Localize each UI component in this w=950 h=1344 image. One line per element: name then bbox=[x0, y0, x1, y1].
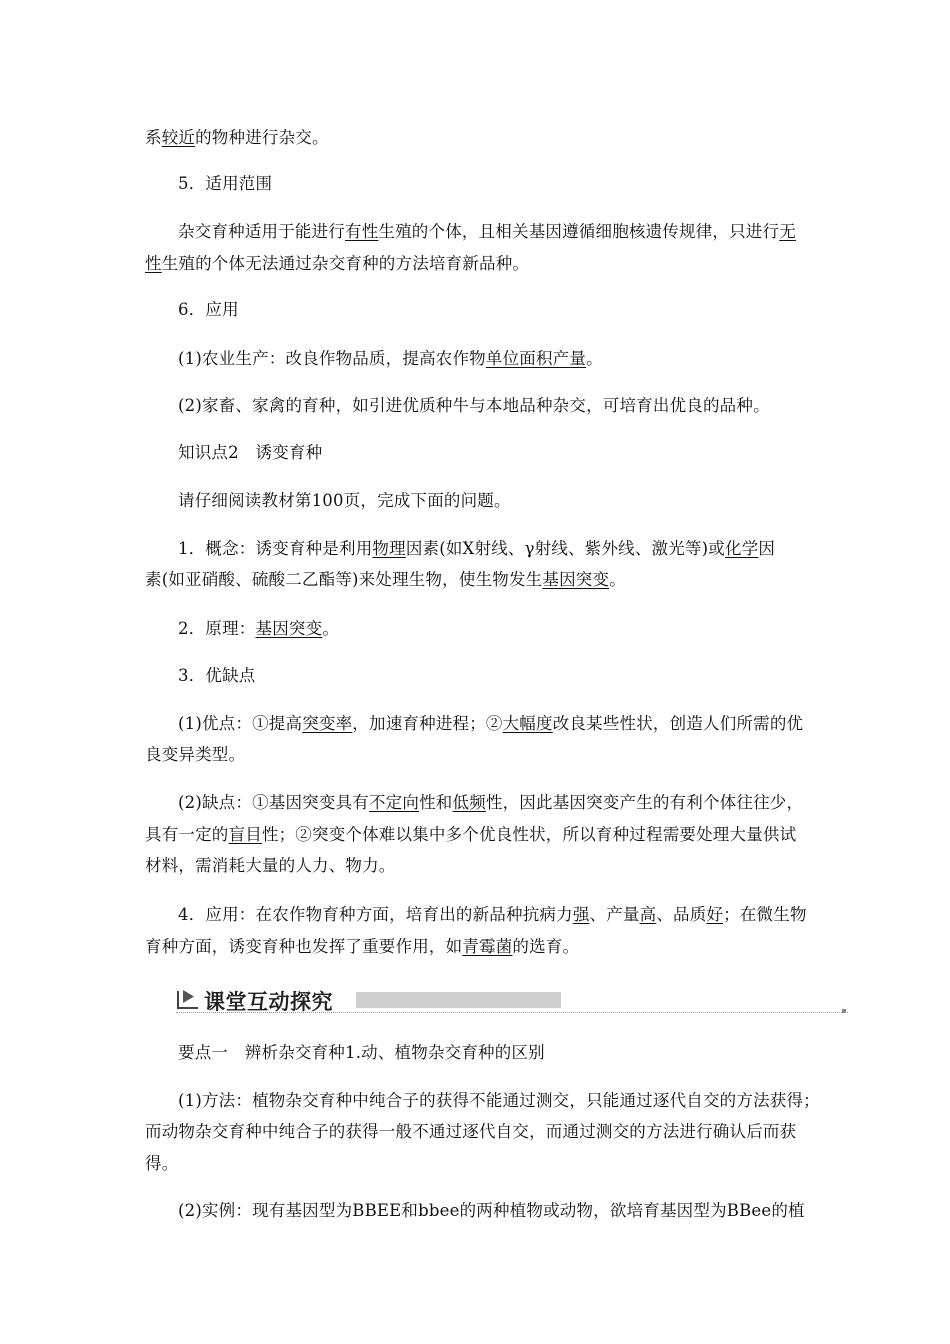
answer-blank: 高 bbox=[639, 905, 657, 924]
text-line: 育种方面，诱变育种也发挥了重要作用，如青霉菌的选育。 bbox=[145, 937, 580, 956]
text-line: 性生殖的个体无法通过杂交育种的方法培育新品种。 bbox=[145, 254, 530, 273]
knowledge-point-heading: 知识点2 诱变育种 bbox=[178, 443, 323, 462]
text-line: 4．应用：在农作物育种方面，培育出的新品种抗病力强、产量高、品质好；在微生物 bbox=[178, 905, 807, 924]
text-line: 而动物杂交育种中纯合子的获得一般不通过逐代自交，而通过测交的方法进行确认后而获 bbox=[145, 1122, 797, 1141]
answer-blank: 盲目 bbox=[228, 825, 262, 844]
banner-title: 课堂互动探究 bbox=[204, 990, 333, 1014]
key-point-heading: 要点一 辨析杂交育种1.动、植物杂交育种的区别 bbox=[178, 1043, 545, 1062]
text-line: (2)家畜、家禽的育种，如引进优质种牛与本地品种杂交，可培育出优良的品种。 bbox=[178, 396, 770, 415]
text-line: (2)缺点：①基因突变具有不定向性和低频性，因此基因突变产生的有利个体往往少， bbox=[178, 793, 804, 812]
text-line: 得。 bbox=[145, 1154, 179, 1173]
answer-blank: 有性 bbox=[345, 222, 379, 241]
text-line: (2)实例：现有基因型为BBEE和bbee的两种植物或动物，欲培育基因型为BBee的植 bbox=[178, 1201, 805, 1220]
answer-blank: 化学 bbox=[725, 539, 759, 558]
text-line: 具有一定的盲目性；②突变个体难以集中多个优良性状，所以育种过程需要处理大量供试 bbox=[145, 825, 797, 844]
text-line: 材料，需消耗大量的人力、物力。 bbox=[145, 856, 396, 875]
text-line: 2．原理：基因突变。 bbox=[178, 619, 340, 638]
answer-blank: 较近 bbox=[161, 128, 196, 147]
answer-blank: 性 bbox=[145, 254, 162, 273]
banner-dot bbox=[842, 1009, 846, 1013]
text-line: 良变异类型。 bbox=[145, 745, 246, 764]
answer-blank: 好 bbox=[706, 905, 724, 924]
answer-blank: 无 bbox=[779, 222, 796, 241]
arrow-play-icon bbox=[176, 988, 202, 1010]
section-banner bbox=[176, 986, 848, 1016]
answer-blank: 强 bbox=[572, 905, 590, 924]
answer-blank: 低频 bbox=[452, 793, 486, 812]
answer-blank: 青霉菌 bbox=[462, 937, 513, 956]
text-line: 请仔细阅读教材第100页，完成下面的问题。 bbox=[178, 491, 511, 510]
answer-blank: 大幅度 bbox=[502, 714, 553, 733]
answer-blank: 不定向 bbox=[368, 793, 420, 812]
answer-blank: 突变率 bbox=[302, 714, 353, 733]
text-line: (1)农业生产：改良作物品质，提高农作物单位面积产量。 bbox=[178, 349, 603, 368]
text-line: 素(如亚硝酸、硫酸二乙酯等)来处理生物，使生物发生基因突变。 bbox=[145, 570, 626, 589]
answer-blank: 物理 bbox=[372, 539, 406, 558]
divider bbox=[176, 1012, 848, 1013]
text-line: (1)方法：植物杂交育种中纯合子的获得不能通过测交，只能通过逐代自交的方法获得； bbox=[178, 1091, 820, 1110]
answer-blank: 基因突变 bbox=[542, 570, 610, 589]
section-heading: 3．优缺点 bbox=[178, 666, 256, 685]
text-line: 1．概念：诱变育种是利用物理因素(如X射线、γ射线、紫外线、激光等)或化学因 bbox=[178, 539, 776, 558]
answer-blank: 基因突变 bbox=[255, 619, 323, 638]
text-line: (1)优点：①提高突变率，加速育种进程；②大幅度改良某些性状，创造人们所需的优 bbox=[178, 714, 804, 733]
text-line: 系较近的物种进行杂交。 bbox=[145, 128, 329, 147]
answer-blank: 单位面积产量 bbox=[485, 349, 587, 368]
section-heading: 6．应用 bbox=[178, 300, 239, 319]
text-line: 杂交育种适用于能进行有性生殖的个体，且相关基因遵循细胞核遗传规律，只进行无 bbox=[178, 222, 796, 241]
section-heading: 5．适用范围 bbox=[178, 174, 273, 193]
banner-bar bbox=[356, 992, 561, 1008]
